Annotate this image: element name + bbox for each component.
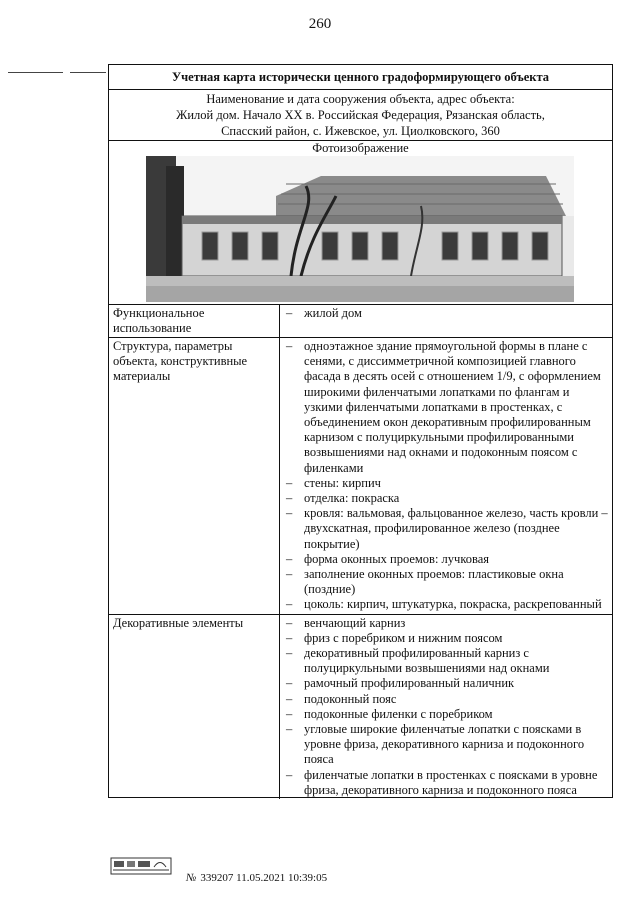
row-label: Декоративные элементы [109, 615, 280, 799]
row-label: Структура, параметры объекта, конструктивные материалы [109, 338, 280, 614]
photo-section [109, 156, 612, 305]
list-item: – отделка: покраска [280, 491, 608, 506]
row-value [280, 338, 612, 614]
object-info-line: Спасский район, с. Ижевское, ул. Циолковского, 360 [221, 124, 500, 138]
list-item: – одноэтажное здание прямоугольной формы в плане с сенями, с диссимметричной композицией главного фасада в десять осей с отношением 1/9, с оформлением широкими филенчатыми лопатками по флангам и узкими филенчатыми лопатками в простенках, с объединением окон декоративным профилированным карнизом с полуциркульными профилированными возвышениями над окнами и подоконным поясом с филенками [280, 339, 608, 476]
list-item: – угловые широкие филенчатые лопатки с поясками в уровне фриза, декоративного карниза и подоконного пояса [280, 722, 608, 768]
list-item: – жилой дом [280, 306, 608, 321]
row-value [280, 615, 612, 799]
list-item: – форма оконных проемов: лучковая [280, 552, 608, 567]
list-item: – подоконный пояс [280, 692, 608, 707]
document-number-timestamp: 339207 11.05.2021 10:39:05 [200, 872, 328, 884]
list-item: – венчающий карниз [280, 616, 608, 631]
photo-label: Фотоизображение [312, 141, 409, 155]
row-label: Функциональное использование [109, 305, 280, 337]
list-item: – филенчатые лопатки в простенках с поясками в уровне фриза, декоративного карниза и подоконного пояса [280, 768, 608, 798]
scan-artifact-line [70, 72, 106, 73]
scan-artifact-line [8, 72, 63, 73]
table-row [109, 338, 612, 615]
object-info-line: Жилой дом. Начало XX в. Российская Федерация, Рязанская область, [176, 108, 545, 122]
list-item: – фриз с поребриком и нижним поясом [280, 631, 608, 646]
object-info [109, 90, 612, 141]
page-number: 260 [308, 16, 332, 32]
list-item: – цоколь: кирпич, штукатурка, покраска, раскрепованный [280, 597, 608, 612]
list-item: – заполнение оконных проемов: пластиковые окна (поздние) [280, 567, 608, 597]
building-photo [146, 156, 574, 302]
row-value [280, 305, 612, 337]
table-row [109, 305, 612, 338]
list-item: – рамочный профилированный наличник [280, 676, 608, 691]
record-card [108, 64, 613, 798]
list-item: – стены: кирпич [280, 476, 608, 491]
object-info-line: Наименование и дата сооружения объекта, адрес объекта: [206, 92, 515, 106]
number-sign: № [186, 872, 197, 884]
list-item: – подоконные филенки с поребриком [280, 707, 608, 722]
card-title: Учетная карта исторически ценного градоформирующего объекта [109, 65, 612, 90]
list-item: – кровля: вальмовая, фальцованное железо, часть кровли –двухскатная, профилированное железо (позднее покрытие) [280, 506, 608, 552]
table-row [109, 615, 612, 799]
list-item: – декоративный профилированный карниз с полуциркульными возвышениями над окнами [280, 646, 608, 676]
electronic-signature-stamp [110, 854, 172, 878]
document-registration [186, 872, 327, 884]
attributes-table [109, 305, 612, 799]
